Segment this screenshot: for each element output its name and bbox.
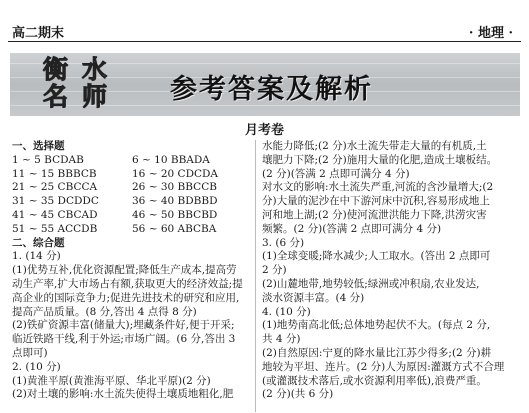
answer-text-line: 频繁。(2 分)(答满 2 点即可满分 4 分)	[262, 222, 442, 235]
answer-range: 16 ~ 20 CDCDA	[132, 167, 219, 180]
answer-text-line: 提高产品质量。(8 分,答出 4 点得 8 分)	[12, 305, 197, 318]
answer-text-line: (2 分)(答满 2 点即可满分 4 分)	[262, 167, 410, 180]
choice-heading: 一、选择题	[12, 140, 65, 152]
answer-text-line: 1. (14 分)	[12, 250, 61, 263]
answer-range: 1 ~ 5 BCDAB	[12, 153, 84, 166]
answer-text-line: 4. (10 分)	[262, 305, 311, 318]
answer-text-line: 临近铁路干线,利于外运;市场广阔。(6 分,答出 3	[12, 333, 236, 346]
answer-text-line: (1)优势互补,优化资源配置;降低生产成本,提高劳	[12, 264, 237, 277]
answer-range: 11 ~ 15 BBBCB	[12, 167, 97, 180]
answer-text-line: (1)全球变暖;降水减少;人工取水。(答出 2 点即可	[262, 250, 491, 263]
banner-title: 参考答案及解析	[170, 74, 373, 105]
header-rule	[8, 41, 521, 42]
logo-char: 水	[81, 55, 107, 84]
answer-range: 6 ~ 10 BBADA	[132, 153, 210, 166]
answer-text-line: 分)大量的泥沙在中下游河床中沉积,容易形成地上	[262, 195, 490, 208]
answer-range: 26 ~ 30 BBCCB	[132, 181, 217, 194]
header-course: 高二期末	[12, 26, 65, 41]
answer-text-line: 淡水资源丰富。(4 分)	[262, 291, 365, 304]
answer-row	[12, 154, 250, 168]
answer-text-line: (1)地势南高北低;总体地势起伏不大。(每点 2 分,	[262, 319, 491, 332]
answer-text-line: (2)对土壤的影响:水土流失使得土壤质地粗化,肥	[12, 388, 234, 401]
column-divider	[255, 140, 256, 412]
left-column	[12, 140, 250, 402]
answer-text-line: 对水文的影响:水土流失严重,河流的含沙量增大;(2	[262, 181, 494, 194]
answer-text-line: 河和地上湖;(2 分)使河流泄洪能力下降,洪涝灾害	[262, 208, 487, 221]
answer-text-line: 3. (6 分)	[262, 236, 305, 249]
answer-text-line: (1)黄淮平原(黄淮海平原、华北平原)(2 分)	[12, 374, 211, 387]
answer-row	[12, 223, 250, 237]
answer-text-line: 地较为平坦、连片。(2 分)人为原因:灌溉方式不合理	[262, 360, 505, 373]
answer-text-line: 高企业的国际竞争力;促进先进技术的研究和应用,	[12, 291, 240, 304]
answer-row	[12, 181, 250, 195]
right-text-block	[262, 140, 524, 402]
logo-char: 衡	[42, 55, 68, 84]
answer-text-line: 共 4 分)	[262, 333, 301, 346]
logo-char: 师	[81, 82, 107, 111]
answer-text-line: 2 分)	[262, 264, 287, 277]
header-subject: · 地理 ·	[468, 26, 513, 41]
answer-range: 41 ~ 45 CBCAD	[12, 208, 98, 221]
answer-text-line: 动生产率,扩大市场占有额,获取更大的经济效益;提	[12, 277, 243, 290]
section-title: 月考卷	[244, 123, 284, 138]
answer-range: 36 ~ 40 BDBBD	[132, 195, 218, 208]
answer-text-line: 水能力降低;(2 分)水土流失带走大量的有机质,土	[262, 140, 487, 152]
publisher-logo	[36, 57, 114, 111]
logo-char: 名	[42, 82, 68, 111]
title-banner	[10, 53, 520, 116]
answer-range: 56 ~ 60 ABCBA	[132, 222, 217, 235]
answer-text-line: 点即可)	[12, 346, 48, 359]
answer-row	[12, 195, 250, 209]
answer-text-line: (2)自然原因:宁夏的降水量比江苏少得多;(2 分)耕	[262, 346, 492, 359]
answer-text-line: (2)山麓地带,地势较低;绿洲或冲积扇,农业发达,	[262, 277, 480, 290]
page-header	[8, 22, 521, 40]
answer-row	[12, 209, 250, 223]
answer-row	[12, 168, 250, 182]
left-text-block	[12, 250, 250, 402]
comprehensive-heading: 二、综合题	[12, 236, 65, 249]
answer-text-line: (2 分)(共 6 分)	[262, 388, 334, 401]
answer-text-line: (2)铁矿资源丰富(储量大);埋藏条件好,便于开采;	[12, 319, 235, 332]
answer-text-line: (或灌溉技术落后,或水资源利用率低),浪费严重。	[262, 374, 487, 387]
right-column	[262, 140, 524, 402]
answer-range: 31 ~ 35 DCDDC	[12, 195, 99, 208]
answer-range: 46 ~ 50 BBCBD	[132, 208, 218, 221]
answer-text-line: 2. (10 分)	[12, 360, 61, 373]
answer-grid	[12, 154, 250, 237]
answer-text-line: 壤肥力下降;(2 分)施用大量的化肥,造成土壤板结。	[262, 153, 498, 166]
answer-range: 51 ~ 55 ACCDB	[12, 222, 98, 235]
answer-range: 21 ~ 25 CBCCA	[12, 181, 98, 194]
